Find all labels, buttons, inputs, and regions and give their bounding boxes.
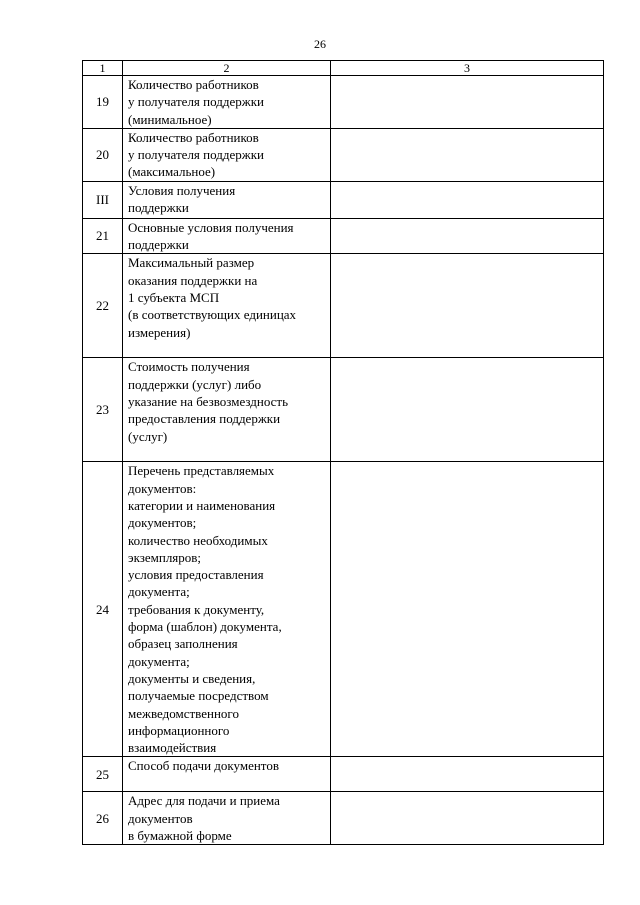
column-header-1: 1 <box>83 61 123 76</box>
form-table <box>82 60 604 845</box>
row-label: Количество работников у получателя поддержки (максимальное) <box>123 128 331 181</box>
row-label: Перечень представляемых документов: категории и наименования документов; количество необходимых экземпляров; условия предоставления документа; требования к документу, форма (шаблон) документа, образец заполнения документа; документы и сведения, получаемые посредством межведомственного информационного взаимодействия <box>123 462 331 757</box>
row-number: 23 <box>83 358 123 462</box>
column-header-2: 2 <box>123 61 331 76</box>
table-row <box>83 128 604 181</box>
row-value-cell <box>331 757 604 792</box>
row-value-cell <box>331 792 604 845</box>
table-row <box>83 181 604 218</box>
row-label: Способ подачи документов <box>123 757 331 792</box>
row-number: 24 <box>83 462 123 757</box>
row-label: Количество работников у получателя поддержки (минимальное) <box>123 76 331 129</box>
table-row <box>83 218 604 254</box>
table-row <box>83 76 604 129</box>
table-row <box>83 757 604 792</box>
row-value-cell <box>331 462 604 757</box>
row-label: Основные условия получения поддержки <box>123 218 331 254</box>
row-label: Стоимость получения поддержки (услуг) либо указание на безвозмездность предоставления поддержки (услуг) <box>123 358 331 462</box>
section-number: III <box>83 181 123 218</box>
row-number: 21 <box>83 218 123 254</box>
table-row <box>83 792 604 845</box>
row-number: 25 <box>83 757 123 792</box>
row-value-cell <box>331 358 604 462</box>
table-row <box>83 462 604 757</box>
row-value-cell <box>331 181 604 218</box>
row-value-cell <box>331 128 604 181</box>
row-value-cell <box>331 254 604 358</box>
column-header-3: 3 <box>331 61 604 76</box>
row-value-cell <box>331 218 604 254</box>
page-number: 26 <box>314 37 326 51</box>
row-label: Максимальный размер оказания поддержки на 1 субъекта МСП (в соответствующих единицах измерения) <box>123 254 331 358</box>
row-value-cell <box>331 76 604 129</box>
row-number: 19 <box>83 76 123 129</box>
table-row <box>83 254 604 358</box>
section-label: Условия получения поддержки <box>123 181 331 218</box>
row-label: Адрес для подачи и приема документов в бумажной форме <box>123 792 331 845</box>
table-row <box>83 358 604 462</box>
table-header-row <box>83 61 604 76</box>
row-number: 26 <box>83 792 123 845</box>
row-number: 20 <box>83 128 123 181</box>
row-number: 22 <box>83 254 123 358</box>
